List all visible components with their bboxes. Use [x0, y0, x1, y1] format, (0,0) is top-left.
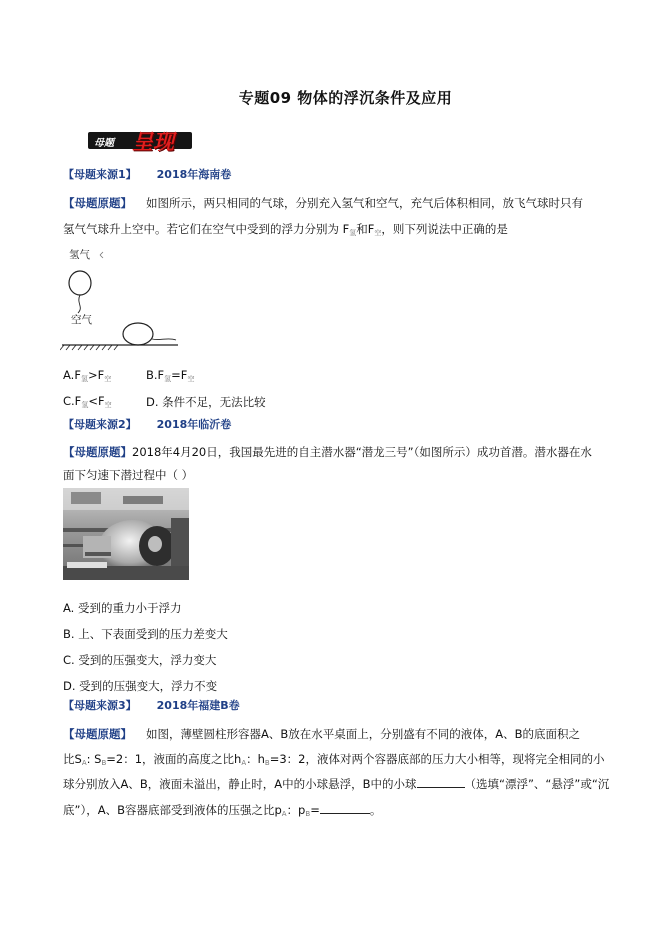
q2-option-a: A. 受到的重力小于浮力: [63, 601, 182, 615]
q1-opt-c-sub2: 空: [104, 401, 112, 409]
q3-text-4b: ：p: [286, 803, 306, 817]
badge-small-text: 母题: [94, 138, 114, 149]
q3-sub-a: A: [81, 759, 87, 767]
q1-text-2c: ，则下列说法中正确的是: [381, 222, 508, 236]
q3-text-2d: ：h: [246, 752, 265, 766]
q1-option-c: [63, 394, 112, 410]
q1-opt-c1: C.F: [63, 394, 82, 408]
q1-text-1: 如图所示，两只相同的气球，分别充入氢气和空气，充气后体积相同，放飞气球时只有: [146, 196, 583, 210]
q1-opt-c2: <F: [88, 394, 105, 408]
q2-orig-tag: 【母题原题】: [63, 445, 132, 459]
q3-text-4d: 。: [369, 803, 382, 817]
q3-line2: [63, 751, 605, 767]
q1-option-d: D. 条件不足，无法比较: [146, 395, 266, 409]
q3-line4: [63, 802, 381, 818]
q2-source: [63, 416, 231, 432]
q1-text-2a: 氢气气球升上空中。若它们在空气中受到的浮力分别为 F: [63, 222, 350, 236]
q1-line2: [63, 221, 508, 238]
q3-answer-blank-2[interactable]: [320, 803, 370, 814]
q3-source-year: 2018年福建B卷: [156, 699, 240, 712]
q1-opt-a2: >F: [87, 368, 105, 382]
q3-sub-hb: B: [264, 759, 270, 767]
q1-opt-b2: =F: [171, 368, 188, 382]
q1-sub-k: 空: [374, 229, 382, 237]
q3-orig-tag: 【母题原题】: [63, 727, 132, 741]
q1-line1: [63, 195, 583, 211]
q1-opt-a-sub2: 空: [104, 375, 112, 383]
q1-opt-a-sub1: 氢: [80, 375, 88, 383]
hydrogen-label: 氢气: [69, 249, 90, 261]
badge-big-text: 呈现: [132, 129, 174, 154]
q3-sub-pa: A: [281, 810, 287, 818]
submersible-photo: [63, 488, 189, 580]
q1-opt-c-sub1: 氢: [81, 401, 89, 409]
q3-source: [63, 697, 240, 713]
q1-opt-b1: B.F: [146, 368, 165, 382]
q3-text-4a: 底”），A、B容器底部受到液体的压强之比p: [63, 803, 282, 817]
q3-text-3a: 球分别放入A、B，液面未溢出，静止时，A中的小球悬浮，B中的小球: [63, 777, 417, 791]
balloon-figure: [60, 245, 195, 355]
q1-source: [63, 166, 231, 182]
q1-source-year: 2018年海南卷: [156, 168, 232, 181]
q1-sub-h: 氢: [349, 229, 357, 237]
q2-source-tag: 【母题来源2】: [63, 418, 137, 431]
q3-text-2b: : S: [86, 752, 102, 766]
q1-opt-b-sub2: 空: [187, 375, 195, 383]
section-badge: [88, 128, 198, 152]
q2-option-b: B. 上、下表面受到的压力差变大: [63, 627, 228, 641]
q2-line2: 面下匀速下潜过程中（ ）: [63, 468, 194, 482]
q3-text-4c: =: [310, 803, 320, 817]
page-title: 专题09 物体的浮沉条件及应用: [238, 89, 453, 107]
air-balloon: [123, 323, 153, 345]
q1-opt-a1: A.F: [63, 368, 81, 382]
q3-sub-b: B: [101, 759, 107, 767]
q1-option-b: [146, 368, 194, 384]
q3-text-2e: =3：2，液体对两个容器底部的压力大小相等，现将完全相同的小: [269, 752, 605, 766]
q3-source-tag: 【母题来源3】: [63, 699, 137, 712]
q3-text-3b: （选填“漂浮”、“悬浮”或“沉: [464, 777, 610, 791]
q1-text-2b: 和F: [356, 222, 375, 236]
q1-orig-tag: 【母题原题】: [63, 196, 132, 210]
q2-option-c: C. 受到的压强变大，浮力变大: [63, 653, 217, 667]
q3-sub-pb: B: [305, 810, 311, 818]
air-label: 空气: [71, 314, 92, 326]
q1-option-a: [63, 368, 111, 384]
q1-opt-b-sub1: 氢: [164, 375, 172, 383]
q2-text-1: 2018年4月20日，我国最先进的自主潜水器“潜龙三号”（如图所示）成功首潜。潜水器在水: [132, 445, 592, 459]
q2-line1: [63, 444, 592, 460]
q3-answer-blank-1[interactable]: [417, 777, 465, 788]
q3-text-2a: 比S: [63, 752, 82, 766]
q3-line3: [63, 776, 609, 792]
q2-source-year: 2018年临沂卷: [156, 418, 232, 431]
q2-option-d: D. 受到的压强变大，浮力不变: [63, 679, 218, 693]
q1-source-tag: 【母题来源1】: [63, 168, 137, 181]
q3-line1: [63, 726, 580, 742]
hydrogen-balloon: [69, 271, 91, 295]
q3-text-2c: =2：1，液面的高度之比h: [106, 752, 242, 766]
q3-sub-ha: A: [241, 759, 247, 767]
q3-text-1: 如图，薄壁圆柱形容器A、B放在水平桌面上，分别盛有不同的液体，A、B的底面积之: [146, 727, 581, 741]
